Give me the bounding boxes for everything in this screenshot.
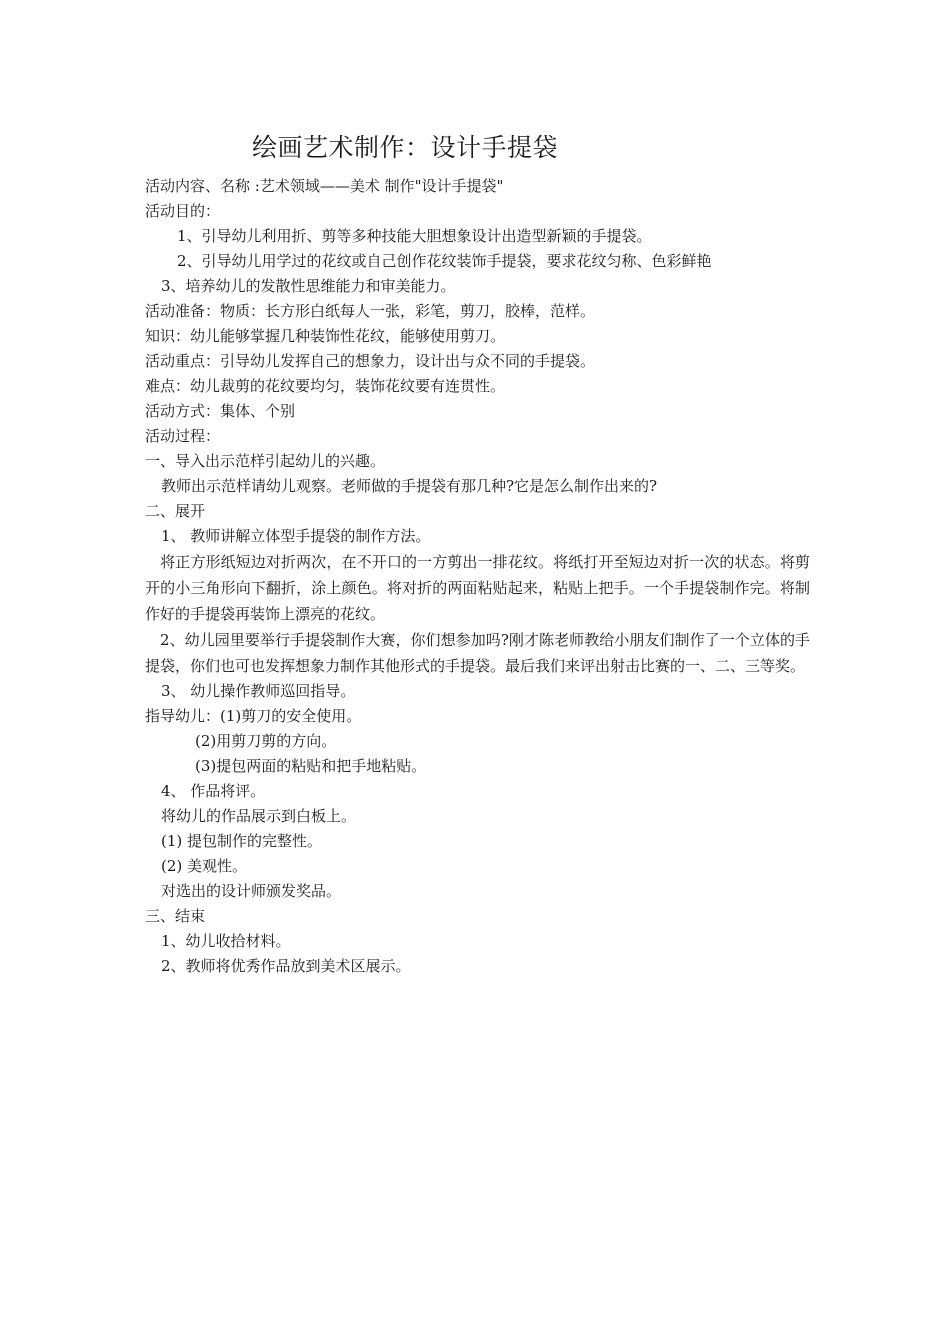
difficulty-line: 难点：幼儿裁剪的花纹要均匀，装饰花纹要有连贯性。	[145, 377, 506, 395]
guide-item-1: 指导幼儿：(1)剪刀的安全使用。	[145, 707, 362, 725]
award-line: 对选出的设计师颁发奖品。	[161, 882, 342, 900]
guide-item-3: (3)提包两面的粘贴和把手地粘贴。	[195, 757, 427, 775]
knowledge-line: 知识：幼儿能够掌握几种装饰性花纹，能够使用剪刀。	[145, 327, 506, 345]
step-4-heading: 4、 作品将评。	[161, 782, 266, 800]
section-heading-2: 二、展开	[145, 502, 206, 520]
step-1-paragraph	[145, 549, 810, 627]
end-item-2: 2、教师将优秀作品放到美术区展示。	[161, 957, 411, 975]
end-item-1: 1、幼儿收拾材料。	[161, 932, 291, 950]
step-2-paragraph-text: 2、幼儿园里要举行手提袋制作大赛，你们想参加吗?刚才陈老师教给小朋友们制作了一个立体的手提袋，你们也可也发挥想象力制作其他形式的手提袋。最后我们来评出射击比赛的一、二、三等奖。	[145, 631, 810, 675]
document-body	[145, 174, 810, 979]
process-heading: 活动过程：	[145, 427, 221, 445]
step-1-heading: 1、 教师讲解立体型手提袋的制作方法。	[161, 527, 431, 545]
method-line: 活动方式：集体、个别	[145, 402, 296, 420]
document-title: 绘画艺术制作：设计手提袋	[252, 133, 559, 162]
goal-item-2: 2、引导幼儿用学过的花纹或自己创作花纹装饰手提袋，要求花纹匀称、色彩鲜艳	[177, 252, 712, 270]
goal-item-1: 1、引导幼儿利用折、剪等多种技能大胆想象设计出造型新颖的手提袋。	[177, 227, 652, 245]
activity-name-line: 活动内容、名称 :艺术领域——美术 制作"设计手提袋"	[145, 177, 504, 195]
step-4-text: 将幼儿的作品展示到白板上。	[161, 807, 357, 825]
step-3-heading: 3、 幼儿操作教师巡回指导。	[161, 682, 356, 700]
section-1-text: 教师出示范样请幼儿观察。老师做的手提袋有那几种?它是怎么制作出来的?	[161, 477, 658, 495]
guide-item-2: (2)用剪刀剪的方向。	[195, 732, 337, 750]
section-heading-3: 三、结束	[145, 907, 206, 925]
step-1-paragraph-text: 将正方形纸短边对折两次，在不开口的一方剪出一排花纹。将纸打开至短边对折一次的状态。将剪开的小三角形向下翻折，涂上颜色。将对折的两面粘贴起来，粘贴上把手。一个手提袋制作完。将制作好的手提袋再装饰上漂亮的花纹。	[145, 553, 810, 623]
preparation-line: 活动准备：物质：长方形白纸每人一张，彩笔，剪刀，胶棒，范样。	[145, 302, 596, 320]
section-heading-1: 一、导入出示范样引起幼儿的兴趣。	[145, 452, 386, 470]
key-point-line: 活动重点：引导幼儿发挥自己的想象力，设计出与众不同的手提袋。	[145, 352, 596, 370]
evaluation-item-1: (1) 提包制作的完整性。	[161, 832, 323, 850]
step-2-paragraph	[145, 627, 810, 679]
goal-item-3: 3、培养幼儿的发散性思维能力和审美能力。	[161, 277, 456, 295]
goals-heading: 活动目的：	[145, 202, 221, 220]
evaluation-item-2: (2) 美观性。	[161, 857, 248, 875]
